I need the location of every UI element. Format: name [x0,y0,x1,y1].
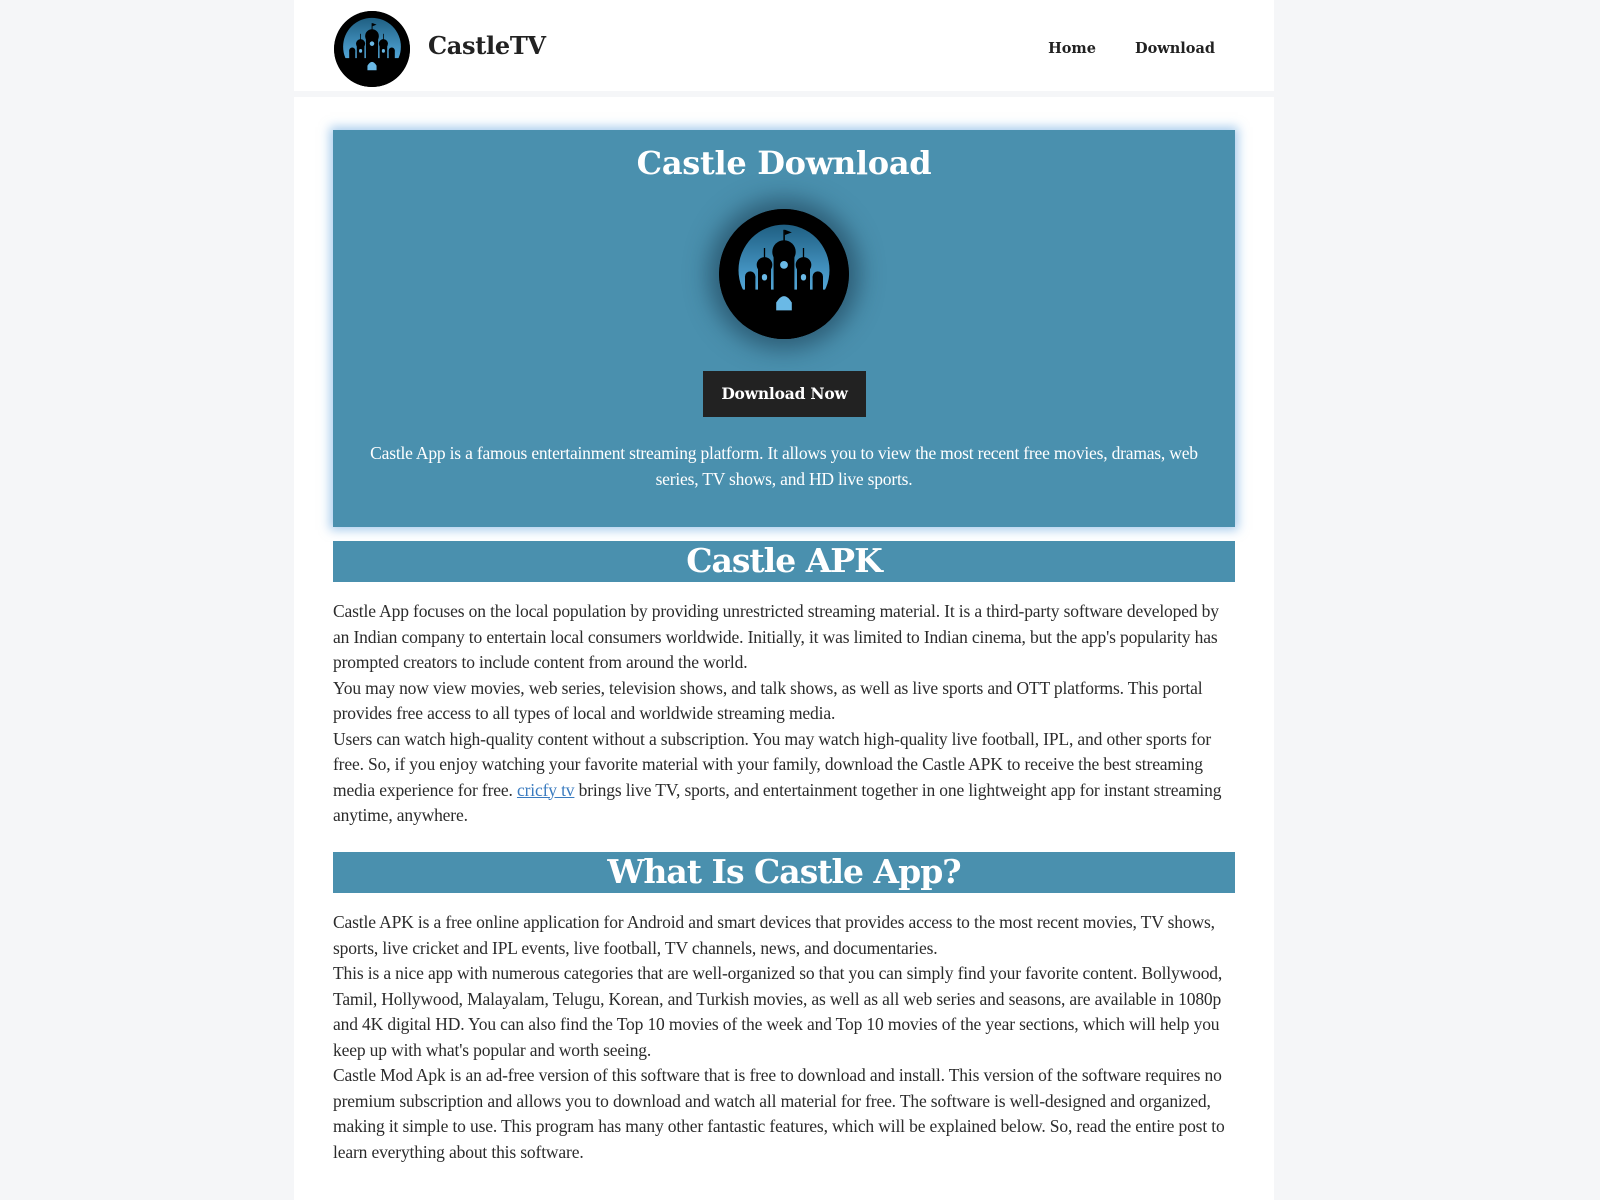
hero-app-logo [719,209,849,339]
section-body-castle-apk [333,599,1235,829]
paragraph-text: brings live TV, sports, and entertainment together in one lightweight app for instant streaming anytime, anywhere. [333,779,1222,825]
castle-logo-icon [719,209,849,339]
page-container [294,0,1274,1200]
hero-title: Castle Download [636,144,932,182]
paragraph: Castle APK is a free online application for Android and smart devices that provides access to the most recent movies, TV shows, sports, live cricket and IPL events, live football, TV channels, news, and documentaries. [333,912,1215,958]
castle-logo-icon [334,11,410,87]
hero-description: Castle App is a famous entertainment streaming platform. It allows you to view the most recent free movies, dramas, web series, TV shows, and HD live sports. [370,443,1198,489]
paragraph: This is a nice app with numerous categories that are well-organized so that you can simply find your favorite content. Bollywood, Tamil, Hollywood, Malayalam, Telugu, Korean, and Turkish movies, as well as all web series and seasons, are available in 1080p and 4K digital HD. You can also find the Top 10 movies of the week and Top 10 movies of the year sections, which will help you keep up with what's popular and worth seeing. [333,963,1223,1060]
section-heading-castle-apk: Castle APK [333,541,1235,582]
site-title[interactable]: CastleTV [428,31,546,60]
site-header [294,0,1274,97]
paragraph: Castle App focuses on the local population by providing unrestricted streaming material. It is a third-party software developed by an Indian company to entertain local consumers worldwide. Initially, it was limited to Indian cinema, but the app's popularity has prompted creators to include content from around the world. [333,601,1219,672]
nav-home[interactable]: Home [1048,40,1097,57]
section-body-what-is-castle-app [333,910,1235,1165]
paragraph-text: Users can watch high-quality content without a subscription. You may watch high-quality live football, IPL, and other sports for free. So, if you enjoy watching your favorite material with your family, download the Castle APK to receive the best streaming media experience for free. [333,728,1212,800]
paragraph: You may now view movies, web series, television shows, and talk shows, as well as live sports and OTT platforms. This portal provides free access to all types of local and worldwide streaming media. [333,677,1203,723]
main-nav [1048,40,1215,57]
section-heading-what-is-castle-app: What Is Castle App? [333,852,1235,893]
paragraph: Castle Mod Apk is an ad-free version of this software that is free to download and install. This version of the software requires no premium subscription and allows you to download and watch all material for free. The software is well-designed and organized, making it simple to use. This program has many other fantastic features, which will be explained below. So, read the entire post to learn everything about this software. [333,1065,1225,1162]
site-logo[interactable] [334,11,410,87]
download-now-button[interactable]: Download Now [703,371,866,417]
nav-download[interactable]: Download [1135,40,1215,57]
cricfy-tv-link[interactable]: cricfy tv [516,779,575,800]
hero-download-box [333,130,1235,527]
paragraph [333,727,1235,829]
